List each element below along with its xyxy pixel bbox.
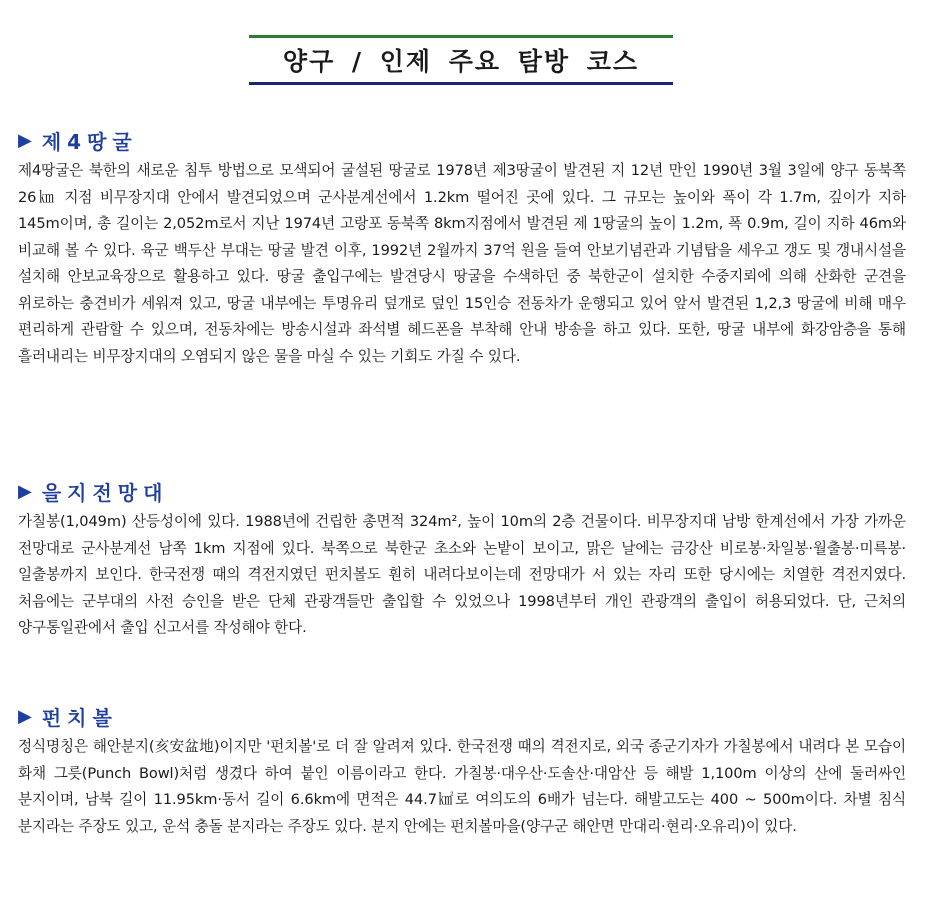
section-heading bbox=[18, 124, 906, 156]
play-arrow-icon: ▶ bbox=[18, 480, 32, 502]
section-heading bbox=[18, 700, 906, 732]
section-punchbowl bbox=[18, 700, 906, 840]
page-title: 양구 / 인제 주요 탐방 코스 bbox=[282, 47, 640, 76]
section-eulji-observatory bbox=[18, 475, 906, 642]
section-4th-tunnel bbox=[18, 124, 906, 370]
section-heading-text: 을지전망대 bbox=[41, 480, 169, 505]
play-arrow-icon: ▶ bbox=[18, 129, 32, 151]
section-body: 제4땅굴은 북한의 새로운 침투 방법으로 모색되어 굴설된 땅굴로 1978년 제3땅굴이 발견된 지 12년 만인 1990년 3월 3일에 양구 동북쪽 26㎞ 지점 비무장지대 안에서 발견되었으며 군사분계선에서 1.2km 떨어진 곳에 있다. 그 규모는 높이와 폭이 각 1.7m, 깊이가 지하 145m이며, 총 길이는 2,052m로서 지난 1974년 고랑포 동북쪽 8km지점에서 발견된 제 1땅굴의 높이 1.2m, 폭 0.9m, 길이 지하 46m와 비교해 볼 수 있다. 육군 백두산 부대는 땅굴 발견 이후, 1992년 2월까지 37억 원을 들여 안보기념관과 기념탑을 세우고 갱도 및 갱내시설을 설치해 안보교육장으로 활용하고 있다. 땅굴 출입구에는 발견당시 땅굴을 수색하던 중 북한군이 설치한 수중지뢰에 의해 산화한 군견을 위로하는 충견비가 세워져 있고, 땅굴 내부에는 투명유리 덮개로 덮인 15인승 전동차가 운행되고 있어 앞서 발견된 1,2,3 땅굴에 비해 매우 편리하게 관람할 수 있으며, 전동차에는 방송시설과 좌석별 헤드폰을 부착해 안내 방송을 하고 있다. 또한, 땅굴 내부에 화강암층을 통해 흘러내리는 비무장지대의 오염되지 않은 물을 마실 수 있는 기회도 가질 수 있다. bbox=[18, 162, 906, 365]
section-body: 정식명칭은 해안분지(亥安盆地)이지만 '펀치볼'로 더 잘 알려져 있다. 한국전쟁 때의 격전지로, 외국 종군기자가 가칠봉에서 내려다 본 모습이 화채 그릇(Punch Bowl)처럼 생겼다 하여 붙인 이름이라고 한다. 가칠봉·대우산·도솔산·대암산 등 해발 1,100m 이상의 산에 둘러싸인 분지이며, 남북 길이 11.95km·동서 길이 6.6km에 면적은 44.7㎢로 여의도의 6배가 넘는다. 해발고도는 400 ~ 500m이다. 차별 침식 분지라는 주장도 있고, 운석 충돌 분지라는 주장도 있다. 분지 안에는 펀치볼마을(양구군 해안면 만대리·현리·오유리)이 있다. bbox=[18, 738, 906, 835]
section-body: 가칠봉(1,049m) 산등성이에 있다. 1988년에 건립한 총면적 324m², 높이 10m의 2층 건물이다. 비무장지대 남방 한계선에서 가장 가까운 전망대로 군사분계선 남쪽 1km 지점에 있다. 북쪽으로 북한군 초소와 논밭이 보이고, 맑은 날에는 금강산 비로봉·차일봉·월출봉·미륵봉·일출봉까지 보인다. 한국전쟁 때의 격전지였던 펀치볼도 훤히 내려다보이는데 전망대가 서 있는 자리 또한 당시에는 치열한 격전지였다. 처음에는 군부대의 사전 승인을 받은 단체 관광객들만 출입할 수 있었으나 1998년부터 개인 관광객의 출입이 허용되었다. 단, 근처의 양구통일관에서 출입 신고서를 작성해야 한다. bbox=[18, 513, 906, 636]
section-heading-text: 펀치볼 bbox=[41, 705, 118, 730]
section-heading-text: 제4땅굴 bbox=[41, 129, 138, 154]
section-heading bbox=[18, 475, 906, 507]
play-arrow-icon: ▶ bbox=[18, 705, 32, 727]
title-box bbox=[249, 35, 673, 85]
